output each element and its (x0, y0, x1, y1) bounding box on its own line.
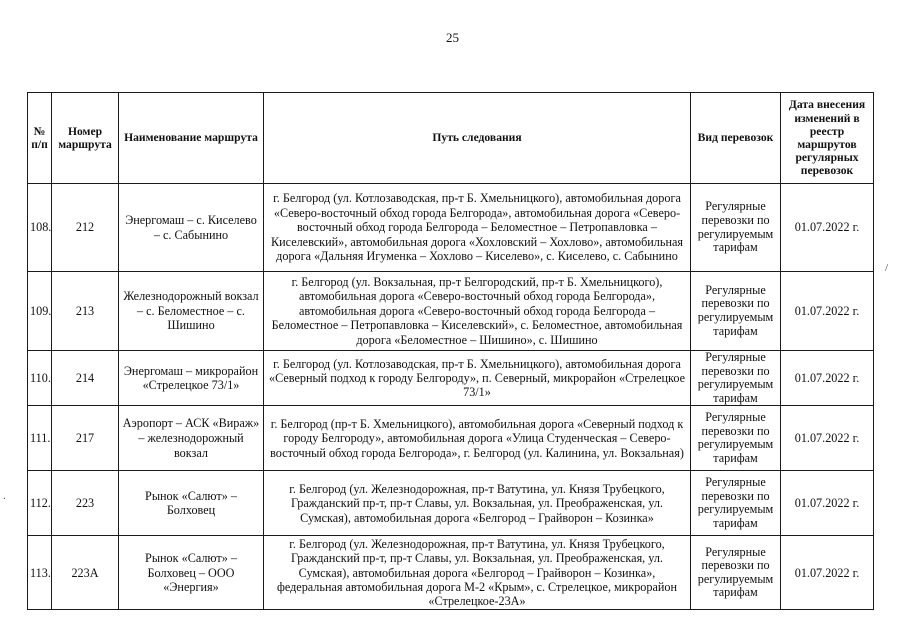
table-row (28, 272, 874, 351)
row-date: 01.07.2022 г. (781, 471, 874, 536)
page-number: 25 (446, 30, 459, 45)
row-path: г. Белгород (ул. Котлозаводская, пр-т Б. Хмельницкого), автомобильная дорога «Северо-восточный обход города Белгорода», автомобильная дорога «Северо-восточный обход города Белгорода – Беломестное – Петропавловка – Киселевский», автомобильная дорога «Хохловский – Хохлово», автомобильная дорога «Дальняя Игуменка – Хохлово – Киселево», с. Киселево, с. Сабынино (264, 184, 691, 272)
row-route-name: Аэропорт – АСК «Вираж» – железнодорожный вокзал (119, 406, 264, 471)
row-date: 01.07.2022 г. (781, 351, 874, 406)
table-row (28, 536, 874, 610)
row-date: 01.07.2022 г. (781, 406, 874, 471)
row-path: г. Белгород (ул. Железнодорожная, пр-т Ватутина, ул. Князя Трубецкого, Гражданский пр-т, пр-т Славы, ул. Вокзальная, ул. Преображенская, ул. Сумская), автомобильная дорога «Белгород – Грайворон – Козинка», федеральная автомобильная дорога М-2 «Крым», с. Стрелецкое, микрорайон «Стрелецкое-23А» (264, 536, 691, 610)
table-row (28, 351, 874, 406)
header-route-name: Наименование маршрута (119, 93, 264, 184)
row-path: г. Белгород (ул. Котлозаводская, пр-т Б. Хмельницкого), автомобильная дорога «Северный подход к городу Белгороду», п. Северный, микрорайон «Стрелецкое 73/1» (264, 351, 691, 406)
scan-mark-right: / (885, 262, 889, 274)
table-row (28, 471, 874, 536)
row-num: 109. (28, 272, 52, 351)
header-num: № п/п (28, 93, 52, 184)
row-path: г. Белгород (ул. Вокзальная, пр-т Белгородский, пр-т Б. Хмельницкого), автомобильная дорога «Северо-восточный обход города Белгорода», автомобильная дорога «Северо-восточный обход города Белгорода – Беломестное – Петропавловка – Киселевский», с. Беломестное, автомобильная дорога «Беломестное – Шишино», с. Шишино (264, 272, 691, 351)
row-route-name: Энергомаш – микрорайон «Стрелецкое 73/1» (119, 351, 264, 406)
row-transport-type: Регулярные перевозки по регулируемым тарифам (691, 351, 781, 406)
table-row (28, 406, 874, 471)
row-route-number: 212 (52, 184, 119, 272)
scan-mark-left: . (3, 490, 6, 502)
row-date: 01.07.2022 г. (781, 272, 874, 351)
row-path: г. Белгород (пр-т Б. Хмельницкого), автомобильная дорога «Северный подход к городу Белгороду», автомобильная дорога «Улица Студенческая – Северо-восточный обход города Белгорода», г. Белгород (ул. Калинина, ул. Вокзальная) (264, 406, 691, 471)
row-num: 111. (28, 406, 52, 471)
header-date: Дата внесения изменений в реестр маршрутов регулярных перевозок (781, 93, 874, 184)
row-date: 01.07.2022 г. (781, 184, 874, 272)
row-num: 112. (28, 471, 52, 536)
header-route-number: Номер маршрута (52, 93, 119, 184)
row-route-number: 213 (52, 272, 119, 351)
row-route-number: 217 (52, 406, 119, 471)
row-num: 113. (28, 536, 52, 610)
table-header-row (28, 93, 874, 184)
row-path: г. Белгород (ул. Железнодорожная, пр-т Ватутина, ул. Князя Трубецкого, Гражданский пр-т, пр-т Славы, ул. Вокзальная, ул. Преображенская, ул. Сумская), автомобильная дорога «Белгород – Грайворон – Козинка» (264, 471, 691, 536)
row-transport-type: Регулярные перевозки по регулируемым тарифам (691, 272, 781, 351)
row-transport-type: Регулярные перевозки по регулируемым тарифам (691, 406, 781, 471)
header-transport-type: Вид перевозок (691, 93, 781, 184)
row-num: 108. (28, 184, 52, 272)
table-row (28, 184, 874, 272)
row-route-number: 214 (52, 351, 119, 406)
row-route-name: Рынок «Салют» – Болховец (119, 471, 264, 536)
row-transport-type: Регулярные перевозки по регулируемым тарифам (691, 471, 781, 536)
row-route-number: 223А (52, 536, 119, 610)
row-route-name: Рынок «Салют» – Болховец – ООО «Энергия» (119, 536, 264, 610)
row-num: 110. (28, 351, 52, 406)
row-route-name: Железнодорожный вокзал – с. Беломестное – с. Шишино (119, 272, 264, 351)
row-transport-type: Регулярные перевозки по регулируемым тарифам (691, 184, 781, 272)
row-route-number: 223 (52, 471, 119, 536)
row-date: 01.07.2022 г. (781, 536, 874, 610)
routes-registry-table (27, 92, 874, 610)
row-transport-type: Регулярные перевозки по регулируемым тарифам (691, 536, 781, 610)
header-path: Путь следования (264, 93, 691, 184)
row-route-name: Энергомаш – с. Киселево – с. Сабынино (119, 184, 264, 272)
